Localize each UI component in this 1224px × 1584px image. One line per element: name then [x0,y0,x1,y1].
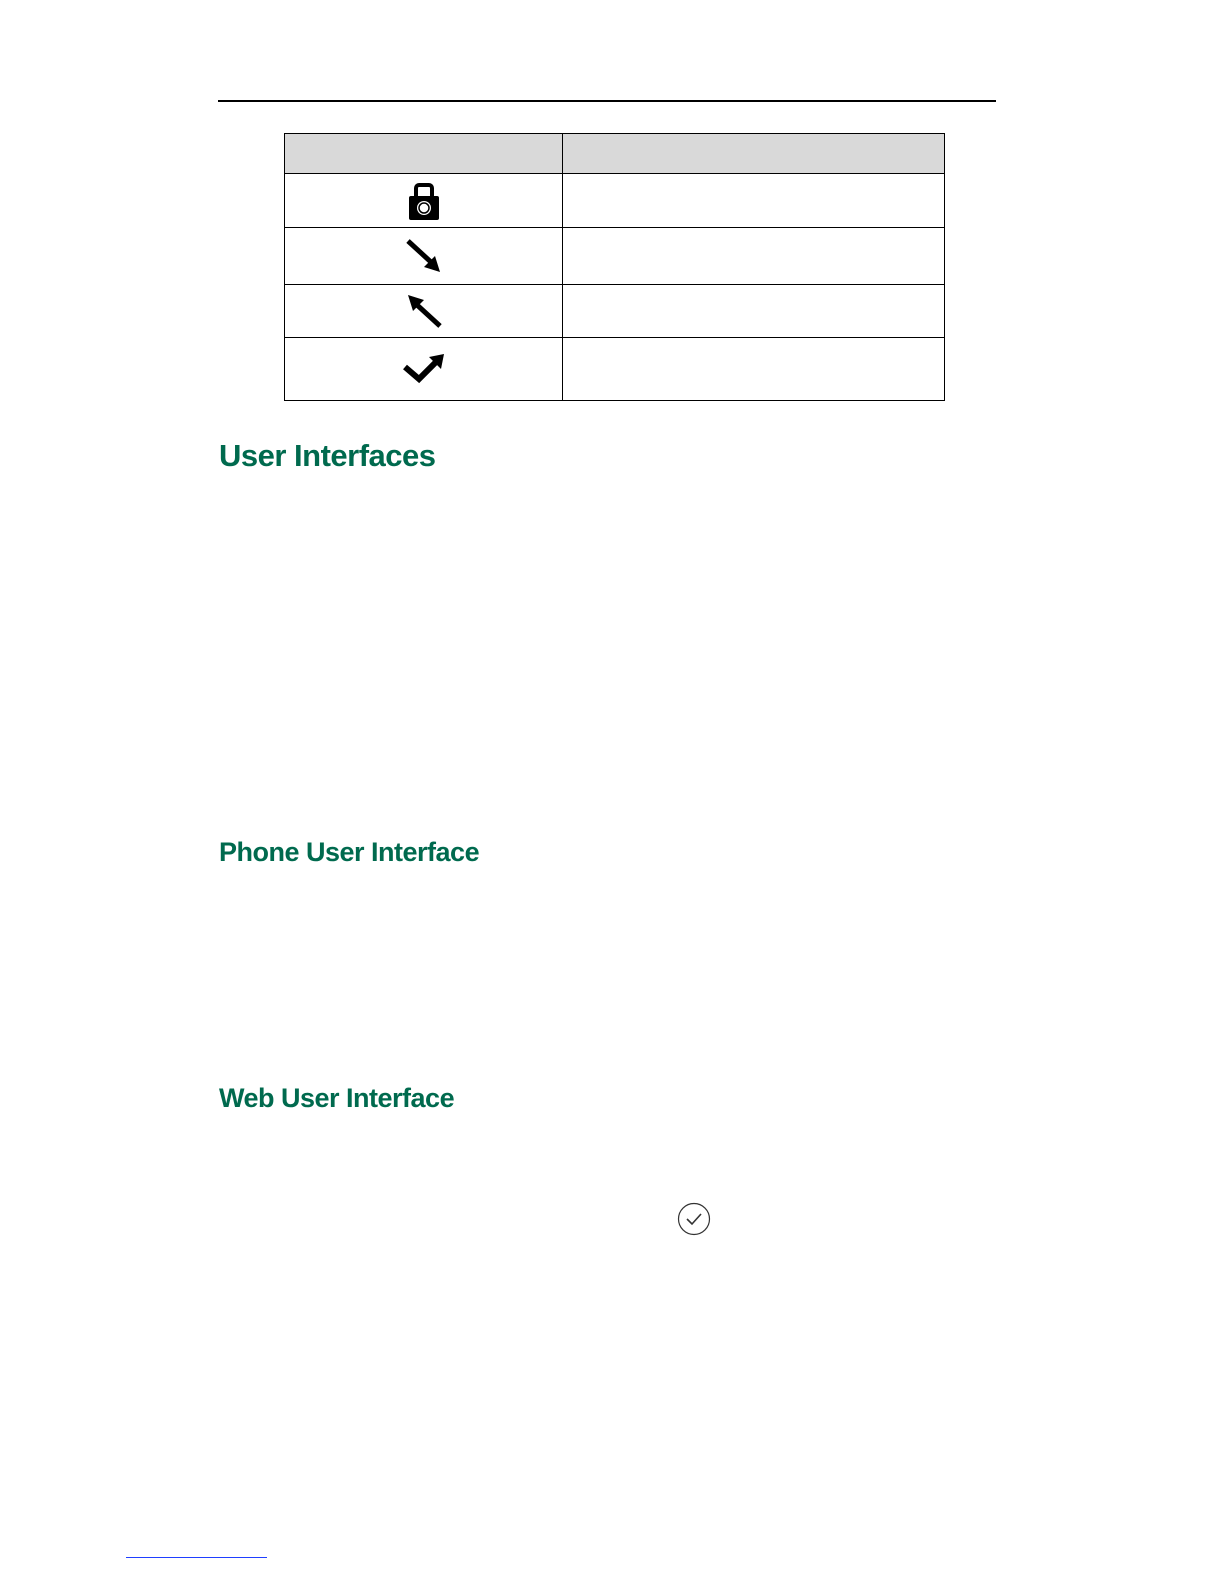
circle-check-icon [677,1202,711,1236]
table-row [285,228,945,285]
icon-cell [285,338,563,401]
section-heading-user-interfaces: User Interfaces [219,438,436,473]
description-cell [563,338,945,401]
table-row [285,285,945,338]
table-header-row [285,134,945,174]
table-header-description-column [563,134,945,174]
page-header-rule [218,100,996,102]
outgoing-call-arrow-icon [404,292,444,330]
incoming-call-arrow-icon [404,237,444,275]
table-row [285,174,945,228]
description-cell [563,285,945,338]
description-cell [563,174,945,228]
icon-cell [285,285,563,338]
icon-cell [285,174,563,228]
table-header-icon-column [285,134,563,174]
forwarded-call-arrow-icon [402,353,446,385]
footnote-link-underline [126,1557,267,1558]
section-heading-phone-user-interface: Phone User Interface [219,837,480,867]
icon-cell [285,228,563,285]
description-cell [563,228,945,285]
table-row [285,338,945,401]
icon-table [284,133,945,401]
lock-icon [407,180,441,222]
section-heading-web-user-interface: Web User Interface [219,1083,455,1113]
